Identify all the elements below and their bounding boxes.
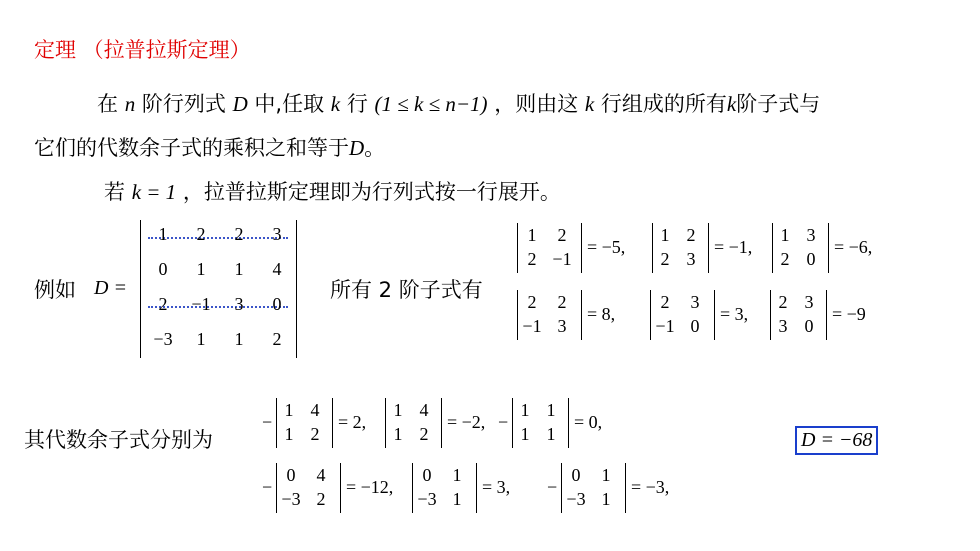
matrix-cell: 2: [272, 329, 282, 349]
minor-cell: 3: [557, 316, 567, 336]
text: 阶子式与: [736, 92, 821, 116]
determinant-2x2: [652, 223, 716, 273]
left-bar: [276, 398, 277, 448]
var-n: n: [124, 92, 136, 116]
text: 阶行列式: [141, 92, 226, 116]
matrix-cell: 3: [234, 294, 244, 314]
left-bar: [512, 398, 513, 448]
minor-cell: 2: [527, 249, 537, 269]
left-bar: [517, 223, 518, 273]
statement-line-2: [34, 132, 385, 162]
matrix-cell: 4: [272, 259, 282, 279]
minor-cell: 1: [601, 489, 611, 509]
minor-cell: 1: [520, 400, 530, 420]
minor-cell: 2: [557, 292, 567, 312]
minor-value: = 2,: [338, 412, 367, 432]
minor-cell: 3: [690, 292, 700, 312]
minor-cell: 3: [804, 292, 814, 312]
determinant-2x2: [412, 463, 476, 513]
determinant-2x2: [650, 290, 714, 340]
determinant-2x2: [770, 290, 834, 340]
minor-cell: 3: [806, 225, 816, 245]
matrix-cell: 2: [196, 224, 206, 244]
range-expression: (1 ≤ k ≤ n−1): [374, 92, 488, 116]
right-bar: [340, 463, 341, 513]
determinant-2x2: [276, 398, 340, 448]
matrix-cell: 0: [272, 294, 282, 314]
cofactor-label: 其代数余子式分别为: [24, 428, 213, 452]
minor-cell: −3: [281, 489, 301, 509]
matrix-cell: 1: [196, 329, 206, 349]
text: 中,任取: [254, 92, 325, 116]
minor-cell: 2: [686, 225, 696, 245]
right-bar: [568, 398, 569, 448]
minor-cell: 1: [452, 489, 462, 509]
minor-cell: 2: [778, 292, 788, 312]
example-label: 例如: [34, 278, 76, 302]
statement-line-1: [97, 88, 820, 118]
matrix-cell: 1: [158, 224, 168, 244]
minor-cell: 2: [419, 424, 429, 444]
right-bar: [581, 290, 582, 340]
matrix-cell: −1: [191, 294, 211, 314]
matrix-cell: 2: [158, 294, 168, 314]
var-k: k: [726, 92, 737, 116]
minor-cell: 1: [393, 424, 403, 444]
minor-cell: 1: [546, 424, 556, 444]
minor-cell: 1: [452, 465, 462, 485]
minor-cell: −1: [552, 249, 572, 269]
left-bar: [561, 463, 562, 513]
text: 若: [104, 180, 125, 204]
minor-cell: 1: [546, 400, 556, 420]
right-bar: [828, 223, 829, 273]
result-value: D = −68: [801, 429, 873, 451]
minor-value: = 3,: [482, 477, 511, 497]
minor-cell: 0: [690, 316, 700, 336]
minor-cell: −3: [417, 489, 437, 509]
var-k: k: [330, 92, 341, 116]
left-bar: [276, 463, 277, 513]
minor-cell: 2: [660, 249, 670, 269]
left-bar: [650, 290, 651, 340]
matrix-cell: 3: [272, 224, 282, 244]
minor-value: = 0,: [574, 412, 603, 432]
left-bar: [140, 220, 141, 358]
right-bar: [708, 223, 709, 273]
minor-value: = 3,: [720, 304, 749, 324]
minor-cell: 2: [527, 292, 537, 312]
result-box: [795, 426, 878, 455]
determinant-2x2: [276, 463, 340, 513]
minor-cell: 2: [316, 489, 326, 509]
text: ，拉普拉斯定理即为行列式按一行展开。: [182, 180, 561, 204]
minor-cell: 4: [419, 400, 429, 420]
matrix-cell: 1: [234, 259, 244, 279]
k-equals-1: k = 1: [131, 180, 177, 204]
right-bar: [296, 220, 297, 358]
minor-cell: 0: [286, 465, 296, 485]
determinant-2x2: [772, 223, 836, 273]
minor-cell: 0: [422, 465, 432, 485]
determinant-2x2: [517, 290, 581, 340]
minor-cell: 4: [310, 400, 320, 420]
minor-cell: 2: [310, 424, 320, 444]
text: 在: [97, 92, 118, 116]
theorem-title: 定理 （拉普拉斯定理）: [34, 38, 251, 62]
left-bar: [385, 398, 386, 448]
right-bar: [332, 398, 333, 448]
right-bar: [476, 463, 477, 513]
minor-cell: −3: [566, 489, 586, 509]
determinant-2x2: [512, 398, 576, 448]
minor-cell: 1: [284, 400, 294, 420]
var-k: k: [584, 92, 595, 116]
minus-sign: −: [498, 412, 509, 432]
text: 行: [346, 92, 368, 116]
minor-cell: 0: [571, 465, 581, 485]
text: 行组成的所有: [600, 92, 727, 116]
minus-sign: −: [547, 477, 558, 497]
left-bar: [517, 290, 518, 340]
text: 它们的代数余子式的乘积之和等于: [34, 136, 349, 160]
matrix-cell: −3: [153, 329, 173, 349]
determinant-4x4: [140, 220, 300, 360]
minor-cell: −1: [655, 316, 675, 336]
statement-line-3: [104, 176, 561, 206]
left-bar: [652, 223, 653, 273]
matrix-cell: 0: [158, 259, 168, 279]
minor-cell: −1: [522, 316, 542, 336]
minor-cell: 2: [660, 292, 670, 312]
left-bar: [770, 290, 771, 340]
minor-value: = −9: [832, 304, 866, 324]
var-D: D: [349, 136, 365, 160]
minor-cell: 1: [660, 225, 670, 245]
D-equals: D =: [94, 277, 127, 299]
minor-cell: 1: [393, 400, 403, 420]
minor-cell: 1: [284, 424, 294, 444]
right-bar: [581, 223, 582, 273]
minor-value: = −5,: [587, 237, 626, 257]
minor-value: = −12,: [346, 477, 394, 497]
minor-cell: 4: [316, 465, 326, 485]
minor-value: = −6,: [834, 237, 873, 257]
minor-cell: 1: [601, 465, 611, 485]
minor-value: = −2,: [447, 412, 486, 432]
minor-cell: 1: [780, 225, 790, 245]
minus-sign: −: [262, 477, 273, 497]
right-bar: [826, 290, 827, 340]
matrix-cell: 1: [234, 329, 244, 349]
left-bar: [412, 463, 413, 513]
right-bar: [625, 463, 626, 513]
left-bar: [772, 223, 773, 273]
minus-sign: −: [262, 412, 273, 432]
minor-cell: 2: [780, 249, 790, 269]
all-minors-label: 所有 2 阶子式有: [330, 278, 483, 302]
minor-value: = −3,: [631, 477, 670, 497]
minor-cell: 0: [804, 316, 814, 336]
right-bar: [441, 398, 442, 448]
minor-cell: 3: [686, 249, 696, 269]
determinant-2x2: [385, 398, 449, 448]
text: ，则由这: [494, 92, 579, 116]
minor-cell: 0: [806, 249, 816, 269]
var-D: D: [232, 92, 248, 116]
matrix-cell: 1: [196, 259, 206, 279]
minor-cell: 3: [778, 316, 788, 336]
minor-cell: 2: [557, 225, 567, 245]
determinant-2x2: [517, 223, 581, 273]
minor-value: = 8,: [587, 304, 616, 324]
matrix-cell: 2: [234, 224, 244, 244]
determinant-2x2: [561, 463, 625, 513]
minor-cell: 1: [520, 424, 530, 444]
right-bar: [714, 290, 715, 340]
text: 。: [364, 136, 386, 160]
minor-cell: 1: [527, 225, 537, 245]
minor-value: = −1,: [714, 237, 753, 257]
